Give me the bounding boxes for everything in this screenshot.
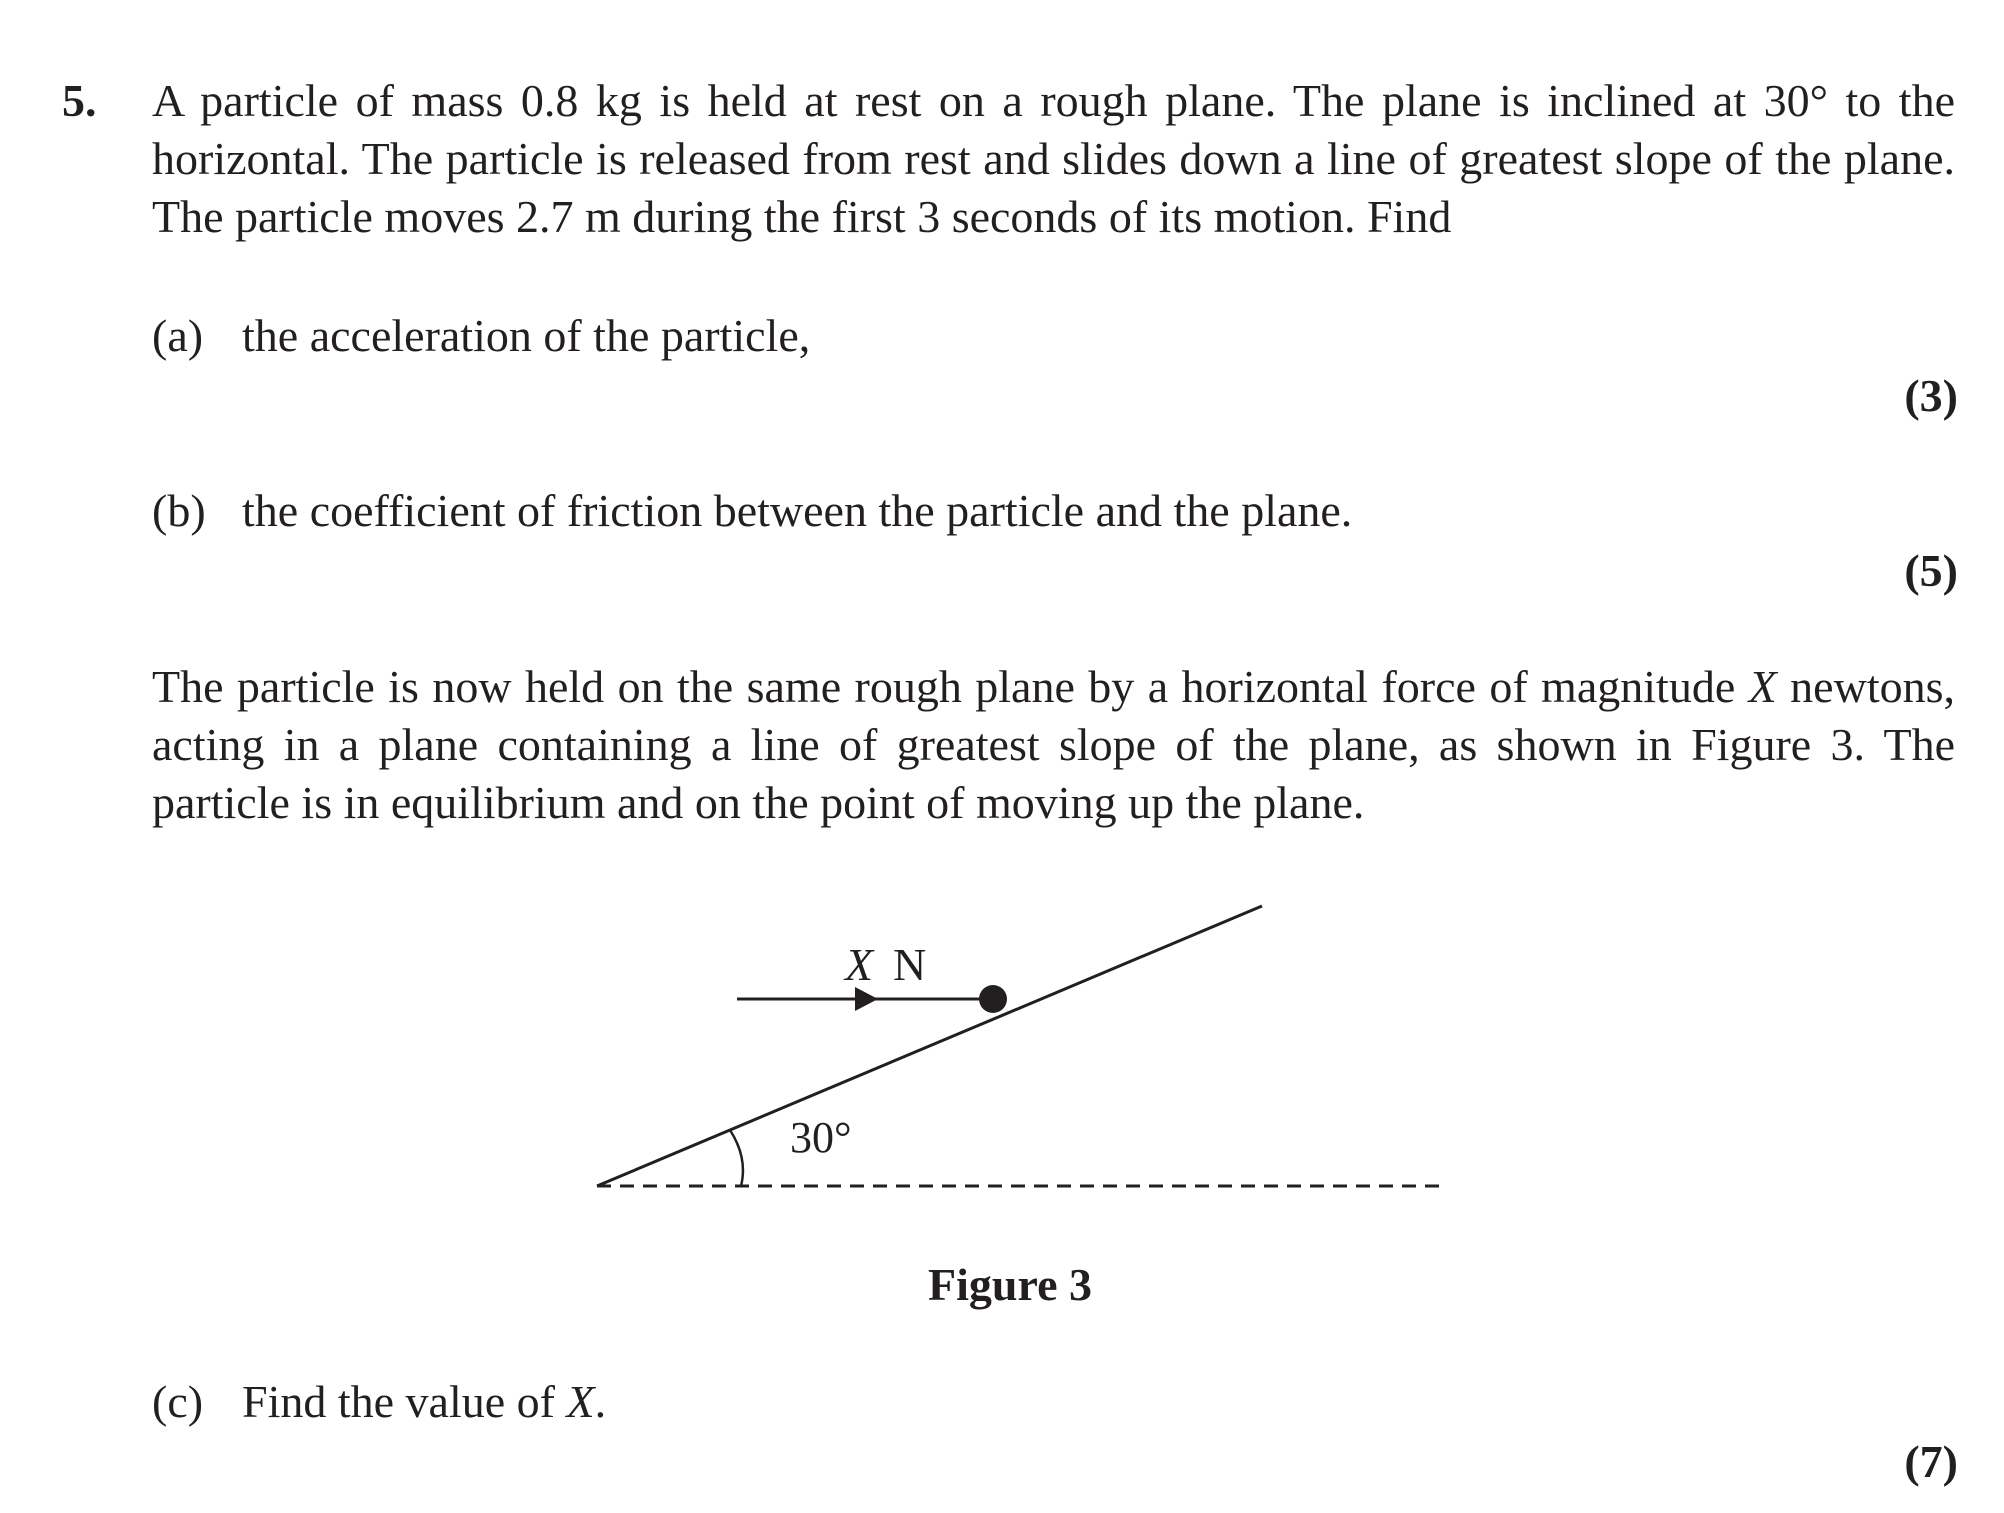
part-c-end: . <box>594 1376 607 1427</box>
part-c-text: Find the value of <box>242 1376 555 1427</box>
force-unit: N <box>893 939 927 990</box>
figure-caption: Figure 3 <box>928 1259 1092 1310</box>
inclined-plane-line <box>597 906 1262 1186</box>
para-2-variable: X <box>1748 661 1777 712</box>
part-a-text: the acceleration of the particle, <box>242 310 811 361</box>
angle-arc <box>730 1130 743 1186</box>
question-intro: A particle of mass 0.8 kg is held at rest on a rough plane. The plane is inclined at 30° to the horizontal. The particle is released from rest and slides down a line of greatest slope of the plane. The particle moves 2.7 m during the first 3 seconds of its motion. Find <box>152 75 1955 242</box>
angle-label: 30° <box>790 1113 852 1162</box>
force-arrowhead-icon <box>855 987 878 1011</box>
part-a-marks: (3) <box>1904 370 1958 421</box>
part-c-label: (c) <box>152 1376 204 1427</box>
para-2-lead: The particle is now held on the same rough plane by a horizontal force of magnitude <box>152 661 1749 712</box>
part-c-marks: (7) <box>1904 1436 1958 1487</box>
part-a-label: (a) <box>152 310 204 361</box>
part-b-marks: (5) <box>1904 545 1958 596</box>
force-variable: X <box>845 939 874 990</box>
part-c-variable: X <box>566 1376 595 1427</box>
particle <box>979 985 1007 1013</box>
para-2-text: newtons, acting in a plane containing a line of greatest slope of the plane, as shown in Figure 3. The particle is in equilibrium and on the point of moving up the plane. <box>152 661 1955 828</box>
part-b-label: (b) <box>152 485 206 536</box>
part-b-text: the coefficient of friction between the particle and the plane. <box>242 485 1353 536</box>
part-c <box>152 1373 606 1431</box>
question-number: 5. <box>62 75 97 126</box>
